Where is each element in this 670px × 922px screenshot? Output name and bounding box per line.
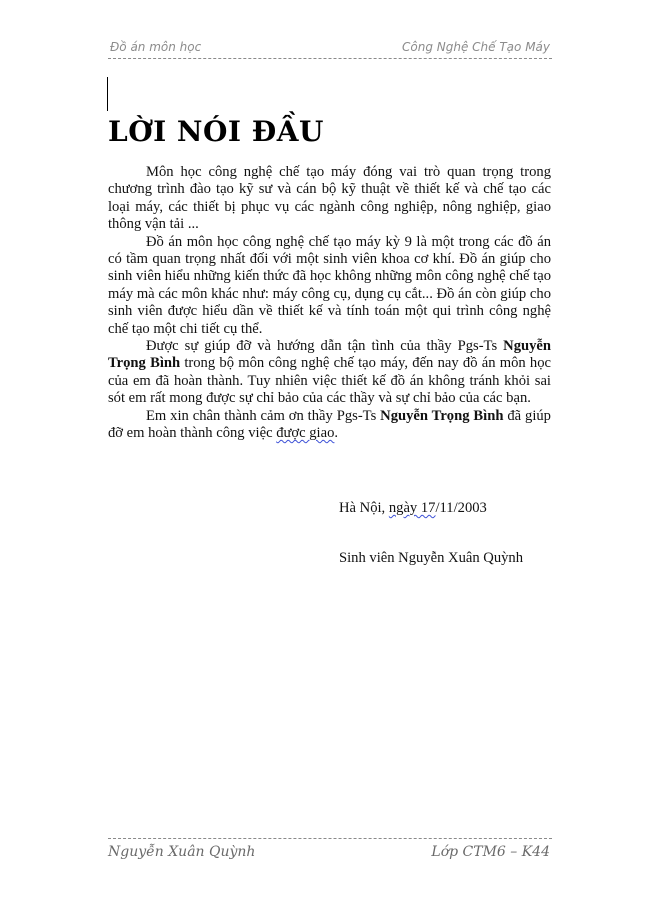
spellcheck-underline[interactable]: ngày 17: [388, 500, 436, 516]
advisor-name: Nguyễn Trọng Bình: [108, 338, 551, 372]
document-body[interactable]: [108, 164, 551, 443]
paragraph-2: Đồ án môn học công nghệ chế tạo máy kỳ 9 là một trong các đồ án có tầm quan trọng nhất đối với một sinh viên khoa cơ khí. Đồ án giúp cho sinh viên hiểu những kiến thức đã học không những môn công nghệ chế tạo máy mà các môn khác như: máy công cụ, dụng cụ cắt... Đồ án còn giúp cho sinh viên được hiểu dần về thiết kế và tính toán một qui trình công nghệ chế tạo một chi tiết cụ thể.: [108, 233, 551, 337]
paragraph-4-text-mid: đã giúp đỡ em hoàn thành công việc: [108, 407, 551, 442]
paragraph-3-text: Được sự giúp đỡ và hướng dẫn tận tình của thầy Pgs-Ts: [146, 338, 504, 355]
signature-name: Sinh viên Nguyễn Xuân Quỳnh: [339, 550, 524, 566]
page-title: LỜI NÓI ĐẦU: [108, 115, 324, 148]
paragraph-4-text: Em xin chân thành cảm ơn thầy Pgs-Ts: [146, 407, 381, 424]
paragraph-3: [108, 338, 551, 408]
footer-author: Nguyễn Xuân Quỳnh: [108, 844, 256, 860]
paragraph-4-end: .: [334, 425, 339, 442]
advisor-name: Nguyễn Trọng Bình: [380, 407, 504, 424]
paragraph-4: [108, 408, 551, 443]
signature-date: [339, 500, 487, 517]
paragraph-1: Môn học công nghệ chế tạo máy đóng vai trò quan trọng trong chương trình đào tạo kỹ sư và cán bộ kỹ thuật về thiết kế và chế tạo các loại máy, các thiết bị phục vụ các ngành công nghiệp, nông nghiệp, giao thông vận tải ...: [108, 164, 551, 233]
footer-class: Lớp CTM6 – K44: [431, 844, 550, 860]
page-footer: [108, 838, 552, 869]
spellcheck-underline[interactable]: được giao: [276, 425, 335, 442]
date-rest: /11/2003: [435, 500, 487, 516]
text-cursor: [107, 77, 108, 111]
header-course-label: Đồ án môn học: [110, 40, 202, 54]
date-place: Hà Nội,: [339, 500, 389, 516]
header-subject-label: Công Nghệ Chế Tạo Máy: [402, 40, 550, 54]
paragraph-3-text-rest: trong bộ môn công nghệ chế tạo máy, đến nay đồ án môn học của em đã hoàn thành. Tuy nhiên việc thiết kế đồ án không tránh khỏi sai sót em rất mong được sự chỉ bảo của các thầy và sự chỉ bảo của các bạn.: [108, 355, 551, 407]
page-header: [108, 38, 552, 59]
